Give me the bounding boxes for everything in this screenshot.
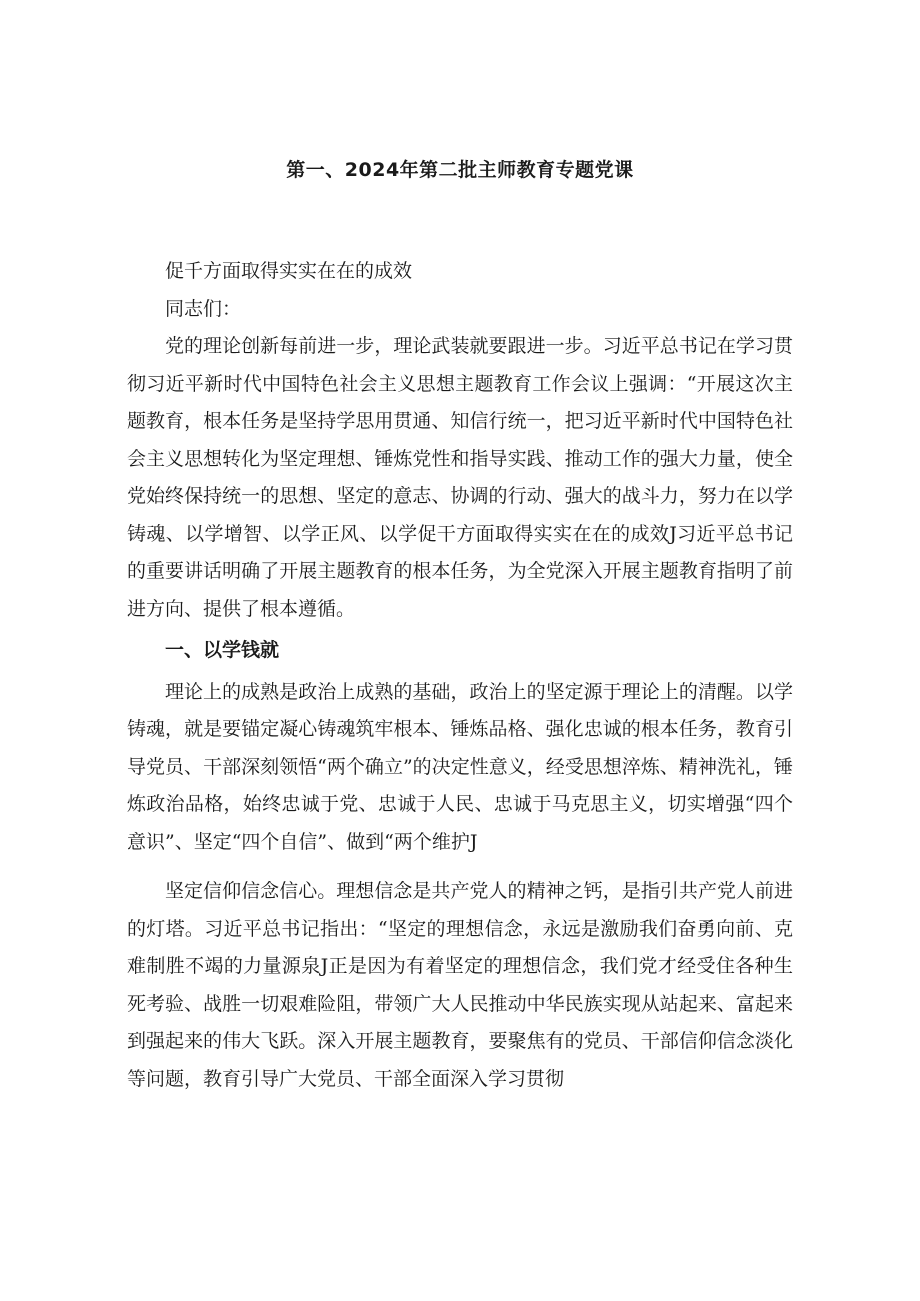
section-heading: 一、以学钱就 [165,639,280,661]
document-body [127,253,793,1098]
subtitle-line: 促千方面取得实实在在的成效 [165,260,413,282]
salutation: 同志们： [165,297,242,320]
intro-paragraph: 党的理论创新每前进一步，理论武装就要跟进一步。习近平总书记在学习贯彻习近平新时代中国特色社会主义思想主题教育工作会议上强调：“开展这次主题教育，根本任务是坚持学思用贯通、知信行统一，把习近平新时代中国特色社会主义思想转化为坚定理想、锤炼党性和指导实践、推动工作的强大力量，使全党始终保持统一的思想、坚定的意志、协调的行动、强大的战斗力，努力在以学铸魂、以学增智、以学正风、以学促干方面取得实实在在的成效J习近平总书记的重要讲话明确了开展主题教育的根本任务，为全党深入开展主题教育指明了前进方向、提供了根本遵循。 [127,335,793,620]
document-title: 第一、2024年第二批主师教育专题党课 [286,159,634,181]
section-paragraph: 理论上的成熟是政治上成熟的基础，政治上的坚定源于理论上的清醒。以学铸魂，就是要锚定凝心铸魂筑牢根本、锤炼品格、强化忠诚的根本任务，教育引导党员、干部深刻领悟“两个确立”的决定性意义，经受思想淬炼、精神洗礼，锤炼政治品格，始终忠诚于党、忠诚于人民、忠诚于马克思主义，切实增强“四个意识”、坚定“四个自信”、做到“两个维护J [127,680,793,853]
section-paragraph: 坚定信仰信念信心。理想信念是共产党人的精神之钙，是指引共产党人前进的灯塔。习近平总书记指出：“坚定的理想信念，永远是激励我们奋勇向前、克难制胜不竭的力量源泉J正是因为有着坚定的理想信念，我们党才经受住各种生死考验、战胜一切艰难险阻，带领广大人民推动中华民族实现从站起来、富起来到强起来的伟大飞跃。深入开展主题教育，要聚焦有的党员、干部信仰信念淡化等问题，教育引导广大党员、干部全面深入学习贯彻 [127,880,793,1090]
